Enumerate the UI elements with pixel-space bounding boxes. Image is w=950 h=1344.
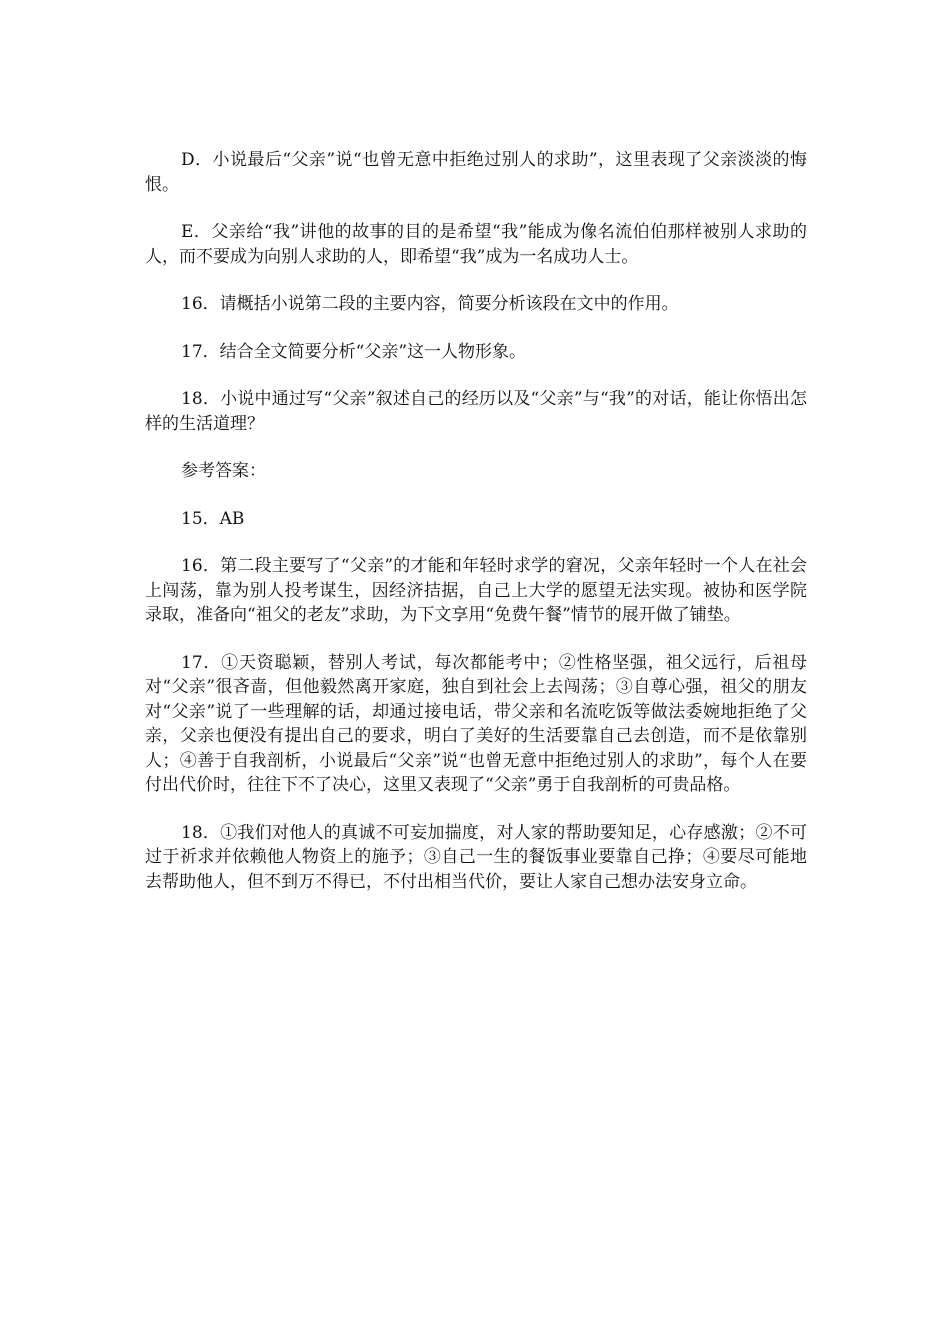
answers-heading: 参考答案： <box>181 461 266 481</box>
option-e-paragraph: E．父亲给“我”讲他的故事的目的是希望“我”能成为像名流伯伯那样被别人求助的人，而不要成为向别人求助的人，即希望“我”成为一名成功人士。 <box>145 222 807 267</box>
answer-15: 15．AB <box>181 508 245 529</box>
question-16: 16．请概括小说第二段的主要内容，简要分析该段在文中的作用。 <box>181 294 679 314</box>
answer-17: 17．①天资聪颖，替别人考试，每次都能考中；②性格坚强，祖父远行，后祖母对“父亲”很吝啬，但他毅然离开家庭，独自到社会上去闯荡；③自尊心强，祖父的朋友对“父亲”说了一些理解的话，却通过接电话，带父亲和名流吃饭等做法委婉地拒绝了父亲，父亲也便没有提出自己的要求，明白了美好的生活要靠自己去创造，而不是依靠别人；④善于自我剖析，小说最后“父亲”说“也曾无意中拒绝过别人的求助”，每个人在要付出代价时，往往下不了决心，这里又表现了“父亲”勇于自我剖析的可贵品格。 <box>145 652 807 795</box>
option-d-paragraph: D．小说最后“父亲”说“也曾无意中拒绝过别人的求助”，这里表现了父亲淡淡的悔恨。 <box>145 150 807 195</box>
question-17: 17．结合全文简要分析“父亲”这一人物形象。 <box>181 341 527 362</box>
question-18: 18．小说中通过写“父亲”叙述自己的经历以及“父亲”与“我”的对话，能让你悟出怎样的生活道理？ <box>145 389 807 434</box>
answer-16: 16．第二段主要写了“父亲”的才能和年轻时求学的窘况，父亲年轻时一个人在社会上闯荡，靠为别人投考谋生，因经济拮据，自己上大学的愿望无法实现。被协和医学院录取，准备向“祖父的老友”求助，为下文享用“免费午餐”情节的展开做了铺垫。 <box>145 556 807 625</box>
document-page <box>145 148 807 917</box>
answer-18: 18．①我们对他人的真诚不可妄加揣度，对人家的帮助要知足，心存感激；②不可过于祈求并依赖他人物资上的施予；③自己一生的餐饭事业要靠自己挣；④要尽可能地去帮助他人，但不到万不得已，不付出相当代价，要让人家自己想办法安身立命。 <box>145 822 807 892</box>
